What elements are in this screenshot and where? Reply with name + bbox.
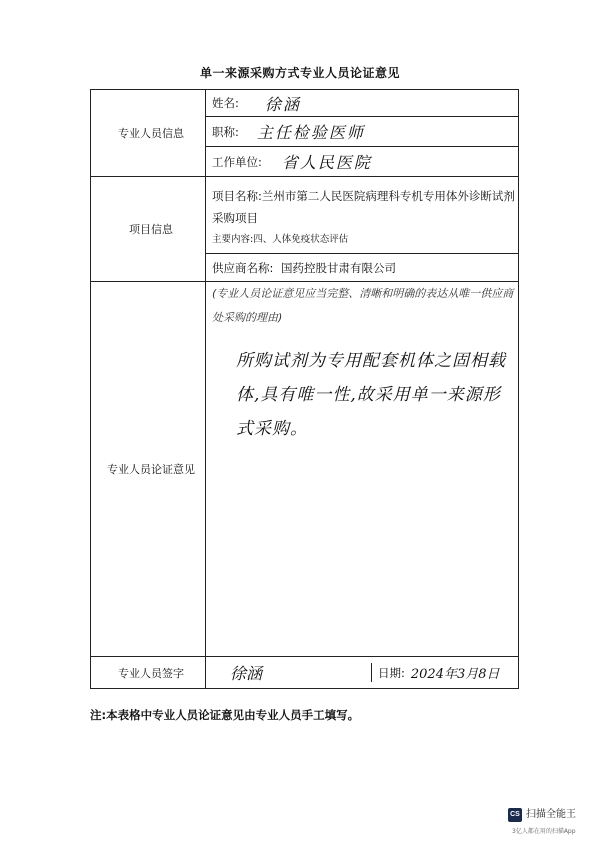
opinion-cell	[206, 282, 519, 657]
unit-label: 工作单位:	[212, 154, 262, 169]
supplier-cell	[206, 254, 519, 282]
project-section-cell	[91, 177, 206, 282]
name-cell	[206, 90, 519, 117]
opinion-instruction: (专业人员论证意见应当完整、清晰和明确的表达从唯一供应商处采购的理由)	[212, 287, 514, 324]
signature-label: 专业人员签字	[118, 666, 184, 680]
unit-cell	[206, 147, 519, 177]
personnel-section-cell	[91, 90, 206, 177]
project-name-value: 兰州市第二人民医院病理科专机专用体外诊断试剂采购项目	[212, 189, 515, 225]
date-cell	[371, 663, 518, 682]
form-note: 注:本表格中专业人员论证意见由专业人员手工填写。	[90, 708, 360, 722]
content-value: 四、人体免疫状态评估	[253, 234, 349, 245]
unit-handwritten: 省人民医院	[281, 153, 372, 172]
name-handwritten: 徐涵	[264, 94, 301, 114]
camscanner-logo-icon: CS	[508, 808, 522, 822]
form-title: 单一来源采购方式专业人员论证意见	[199, 66, 400, 80]
opinion-section-label: 专业人员论证意见	[107, 463, 195, 476]
project-name-label: 项目名称:	[212, 189, 262, 203]
content-label: 主要内容:	[212, 234, 254, 245]
personnel-section-label: 专业人员信息	[118, 127, 184, 140]
project-section-label: 项目信息	[129, 223, 173, 236]
supplier-value: 国药控股甘肃有限公司	[281, 260, 397, 275]
date-label: 日期:	[378, 665, 405, 680]
opinion-handwritten: 所购试剂为专用配套机体之固相载体,具有唯一性,故采用单一来源形式采购。	[236, 351, 506, 439]
title-label: 职称:	[212, 124, 239, 139]
name-label: 姓名:	[212, 96, 239, 110]
title-cell	[206, 117, 519, 147]
project-name-cell	[206, 177, 519, 254]
supplier-label: 供应商名称:	[212, 260, 274, 275]
date-handwritten: 2024年3月8日	[410, 667, 500, 682]
title-handwritten: 主任检验医师	[256, 123, 365, 142]
scanner-watermark	[508, 808, 598, 846]
opinion-form-table	[90, 89, 519, 689]
signature-handwritten: 徐涵	[230, 664, 263, 683]
scanner-tagline: 3亿人都在用的扫描App	[512, 828, 576, 835]
signature-section-cell	[91, 657, 206, 689]
opinion-section-cell	[91, 282, 206, 657]
signature-cell	[206, 657, 519, 689]
scanner-name: 扫描全能王	[526, 809, 576, 820]
